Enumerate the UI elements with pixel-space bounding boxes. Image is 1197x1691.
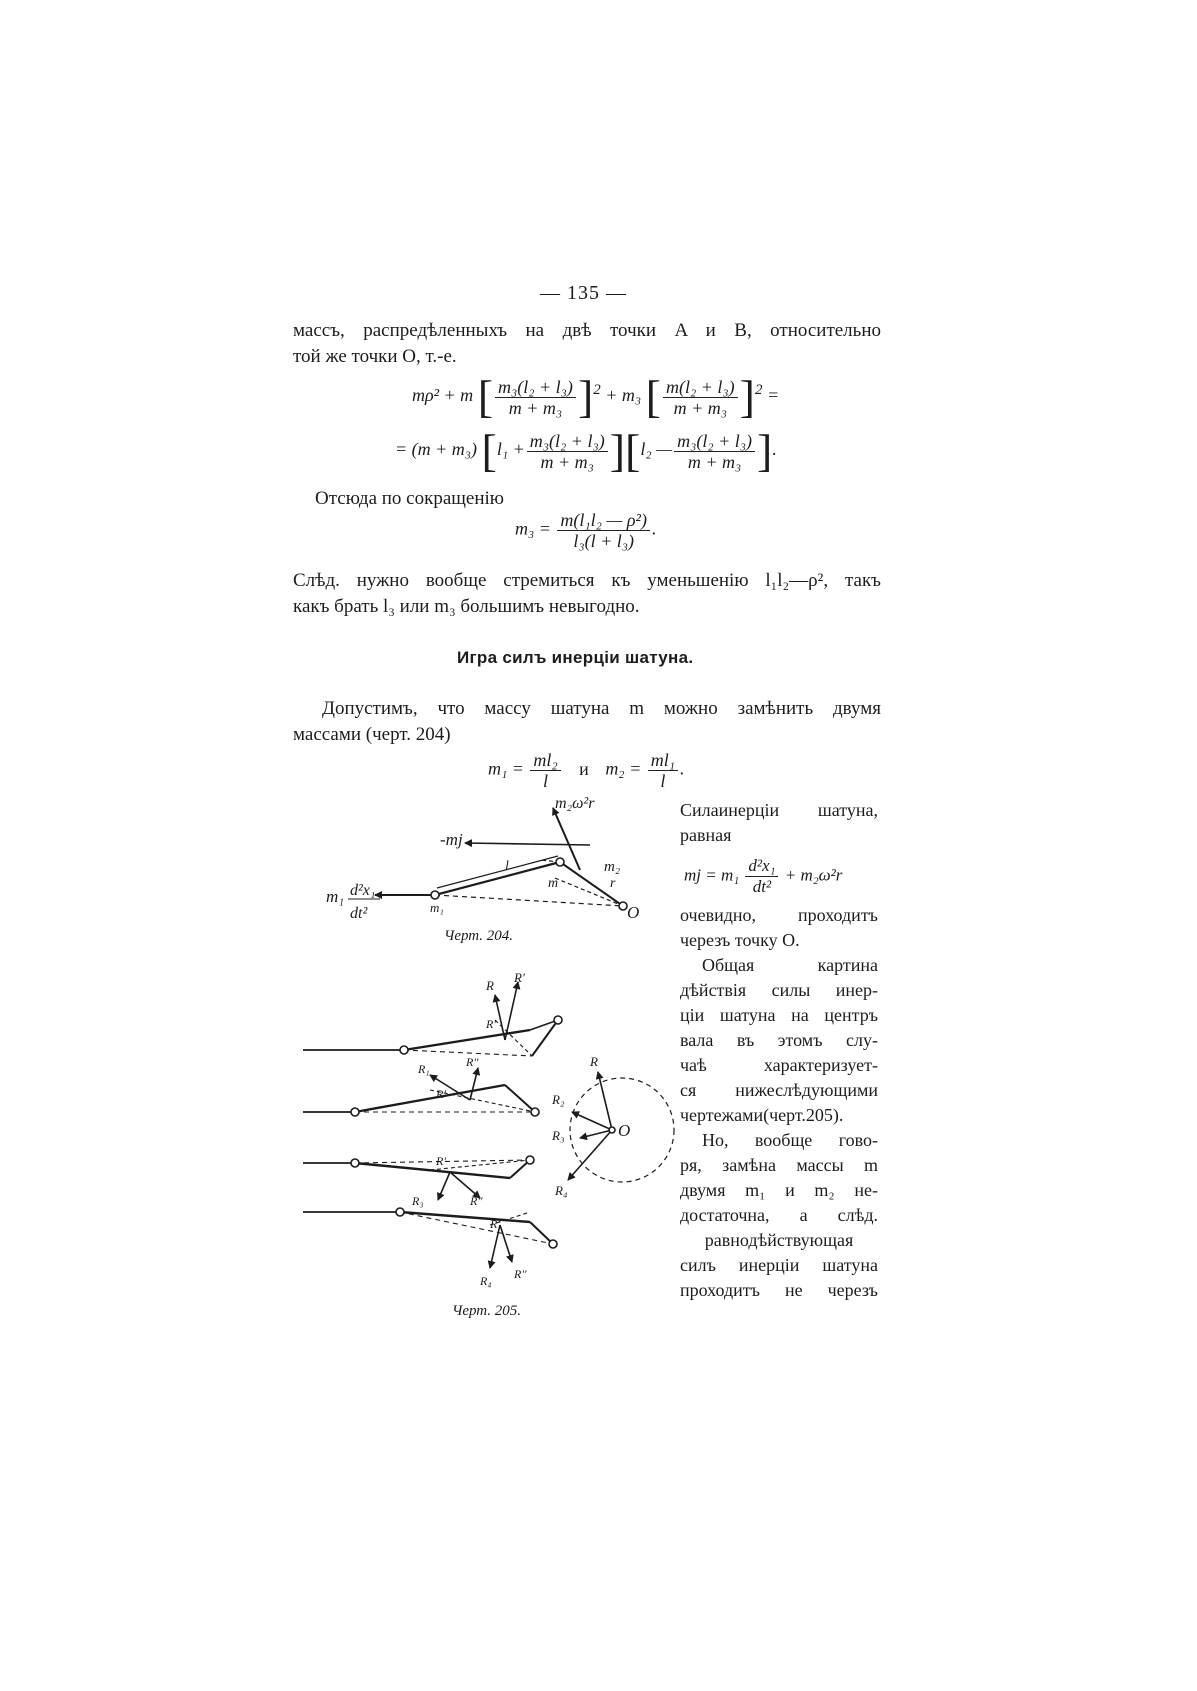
label-R3: R₃: [412, 1194, 424, 1208]
joint-m1: [431, 891, 439, 899]
bracket-close-icon: ]: [757, 425, 773, 476]
connecting-rod-edge: [437, 856, 558, 888]
intro-line-2: той же точки O, т.-е.: [293, 346, 457, 367]
eq1-plus-m3: + m₃: [605, 385, 642, 406]
force-arrow: [438, 1172, 450, 1200]
eq1-f3-denominator: m + m₃: [540, 451, 594, 472]
joint: [400, 1046, 408, 1054]
connecting-rod: [404, 1030, 530, 1050]
side-line: проходитъ не черезъ: [680, 1280, 878, 1300]
side-line: Силаинерціи шатуна,: [680, 800, 878, 820]
eq3-period: .: [679, 758, 685, 779]
resultant-arrow: [572, 1112, 612, 1130]
force-arrow: [500, 1225, 512, 1262]
eq2-period: .: [651, 518, 657, 539]
eq3-m2: m₂ =: [605, 758, 642, 779]
label-r: r: [610, 876, 616, 891]
label-R3-circle: R₃: [552, 1128, 565, 1143]
force-arrow: [470, 1068, 478, 1100]
label-R-circle: R: [590, 1054, 598, 1069]
side-line: силъ инерціи шатуна: [680, 1255, 878, 1275]
eq2-lhs: m₃ =: [515, 518, 551, 539]
connecting-rod: [435, 862, 560, 895]
label-R4: R₄: [480, 1274, 492, 1288]
eq1-f2-numerator: m(l₂ + l₃): [663, 377, 738, 398]
side-line: ся нижеслѣдующими: [680, 1080, 878, 1100]
eq1-square-1: 2: [593, 382, 601, 399]
conclusion-line-1: Слѣд. нужно вообще стремиться къ уменьшенію l₁l₂—ρ², такъ: [293, 570, 881, 591]
label-mj: -mj: [440, 830, 463, 849]
eq3-f1-numerator: ml₂: [530, 750, 560, 771]
label-l: l: [505, 859, 509, 874]
side-line: двумя m₁ и m₂ не-: [680, 1180, 878, 1200]
label-m: m: [548, 876, 559, 891]
bracket-close-icon: ]: [739, 371, 755, 422]
bracket-open-icon: [: [645, 371, 661, 422]
joint: [396, 1208, 404, 1216]
side-line: черезъ точку O.: [680, 930, 800, 950]
eq1-f4-denominator: m + m₃: [687, 451, 742, 472]
side-line: Общая картина: [702, 955, 878, 975]
label-R-prime: R': [436, 1087, 446, 1101]
joint: [554, 1016, 562, 1024]
label-dt2: dt²: [350, 905, 368, 922]
connecting-rod: [355, 1163, 510, 1178]
label-R-double: R'': [470, 1194, 483, 1208]
eq1-period: .: [772, 439, 777, 460]
side-line: ря, замѣна массы m: [680, 1155, 878, 1175]
eq1-square-2: 2: [754, 382, 763, 399]
bracket-close-icon: ]: [609, 425, 626, 476]
side-line: дѣйствія силы инер-: [680, 980, 878, 1000]
connecting-rod: [400, 1212, 530, 1222]
label-O: O: [627, 903, 640, 922]
side-formula-numerator: d²x₁: [745, 856, 778, 877]
label-R: R: [486, 978, 494, 993]
eq1-f1-denominator: m + m₃: [508, 397, 563, 418]
joint: [351, 1108, 359, 1116]
bracket-open-icon: [: [477, 371, 494, 422]
joint: [531, 1108, 539, 1116]
dashed-line: [495, 1020, 532, 1056]
label-R-prime: R': [436, 1154, 446, 1168]
force-arrow: [495, 995, 505, 1040]
label-R-prime: R': [514, 970, 525, 985]
mechanism-4: [303, 1208, 557, 1268]
dashed-baseline: [435, 895, 623, 906]
label-R1: R₁: [418, 1062, 430, 1076]
joint-O: [619, 902, 627, 910]
side-line: Но, вообще гово-: [702, 1130, 878, 1150]
joint: [549, 1240, 557, 1248]
joint: [526, 1156, 534, 1164]
intro-line-1: массъ, распредѣленныхъ на двѣ точки A и B, относительно: [293, 320, 881, 341]
eq3-f1-denominator: l: [543, 771, 549, 791]
eq1-rhs-factor: = (m + m₃): [395, 439, 478, 460]
page-number: — 135 —: [540, 282, 627, 304]
caption-204: Черт. 204.: [444, 928, 514, 944]
eq1-l2-minus: l₂ —: [640, 439, 673, 460]
eq3-f2-numerator: ml₁: [648, 750, 678, 771]
eq1-f4-numerator: m₃(l₂ + l₃): [674, 431, 755, 452]
eq1-lhs: mρ² + m: [412, 385, 474, 406]
label-R-double: R'': [466, 1055, 479, 1069]
side-line: ціи шатуна на центръ: [680, 1005, 878, 1025]
side-line: достаточна, а слѣд.: [680, 1205, 878, 1225]
crank: [505, 1085, 535, 1112]
section-title: Игра силъ инерціи шатуна.: [457, 648, 694, 667]
eq1-f2-denominator: m + m₃: [673, 397, 728, 418]
eq1-f3-numerator: m₃(l₂ + l₃): [527, 431, 608, 452]
bracket-close-icon: ]: [577, 371, 594, 422]
side-formula-denominator: dt²: [752, 877, 772, 896]
caption-205: Черт. 205.: [452, 1303, 522, 1319]
side-line: очевидно, проходитъ: [680, 905, 878, 925]
eq3-f2-denominator: l: [660, 771, 666, 791]
label-O-circle: O: [618, 1121, 631, 1140]
center-O: [609, 1127, 615, 1133]
eq2-numerator: m(l₁l₂ — ρ²): [557, 510, 650, 531]
label-R-double: R'': [514, 1267, 527, 1281]
label-d2x: d²x₁: [350, 882, 376, 899]
eq1-f1-numerator: m₃(l₂ + l₃): [495, 377, 576, 398]
label-m1: m₁: [430, 900, 444, 915]
eq1-l1-plus: l₁ +: [496, 439, 525, 460]
mechanism-1: [303, 982, 562, 1056]
label-m2w2r: m₂ω²r: [555, 795, 595, 812]
assume-line-1: Допустимъ, что массу шатуна m можно замѣнить двумя: [322, 698, 881, 719]
eq3-and: и: [579, 758, 589, 779]
eq3-m1: m₁ =: [488, 758, 524, 779]
label-R-prime: R': [490, 1217, 500, 1231]
conclusion-line-2: какъ брать l₃ или m₃ большимъ невыгодно.: [293, 596, 640, 617]
side-line: чаѣ характеризует-: [680, 1055, 878, 1075]
side-line: равная: [680, 825, 732, 845]
joint: [351, 1159, 359, 1167]
label-R2-circle: R₂: [552, 1092, 565, 1107]
label-m2: m₂: [604, 859, 621, 875]
side-line: вала въ этомъ слу-: [680, 1030, 878, 1050]
resultant-arrow: [580, 1130, 612, 1138]
connecting-rod: [355, 1085, 505, 1112]
reduction-text: Отсюда по сокращенію: [315, 488, 504, 509]
force-arrow-mj: [465, 843, 590, 845]
joint-m2: [556, 858, 564, 866]
eq2-denominator: l₃(l + l₃): [573, 531, 634, 551]
bracket-open-icon: [: [625, 425, 641, 476]
resultant-arrow: [568, 1130, 612, 1180]
figure-204: [375, 808, 627, 910]
side-line: равнодѣйствующая: [704, 1230, 854, 1250]
assume-line-2: массами (черт. 204): [293, 724, 451, 745]
label-force-m1: m₁: [326, 887, 345, 906]
eq1-equals: =: [766, 385, 780, 406]
label-R4-circle: R₄: [555, 1183, 568, 1198]
bracket-open-icon: [: [481, 425, 497, 476]
side-line: чертежами(черт.205).: [680, 1105, 844, 1125]
label-R-prime: R': [486, 1017, 496, 1031]
side-formula-rhs: + m₂ω²r: [784, 865, 843, 885]
side-formula-lhs: mj = m₁: [684, 865, 740, 885]
